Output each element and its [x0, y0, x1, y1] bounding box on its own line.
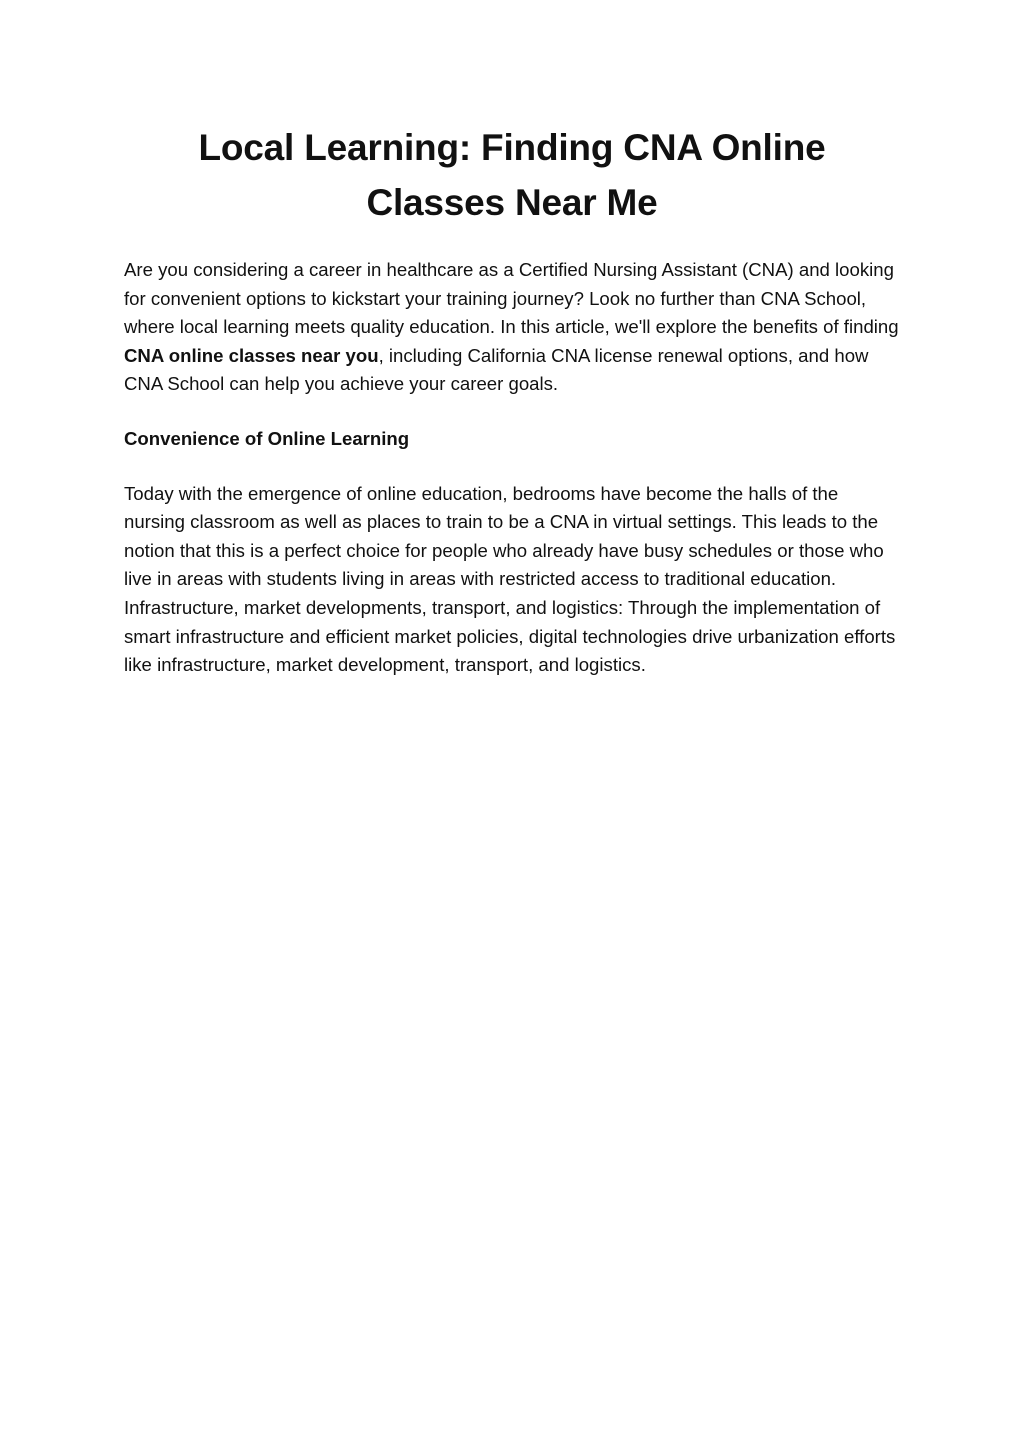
intro-text-start: Are you considering a career in healthcare as a Certified Nursing Assistant (CNA) and looking for convenient options to kickstart your training journey? Look no further than CNA School, where local learning meets quality education. In this article, we'll explore the benefits of finding [124, 259, 899, 338]
intro-keyword-bold: CNA online classes near you [124, 344, 379, 366]
intro-text-end: , including California CNA license renewal options, and how CNA School can help you achieve your career goals. [124, 344, 869, 395]
page-title: Local Learning: Finding CNA Online Classes Near Me [198, 127, 826, 223]
section-heading: Convenience of Online Learning [124, 427, 410, 449]
intro-paragraph [124, 256, 904, 399]
document-body [124, 256, 904, 680]
section-paragraph: Today with the emergence of online education, bedrooms have become the halls of the nursing classroom as well as places to train to be a CNA in virtual settings. This leads to the notion that this is a perfect choice for people who already have busy schedules or those who live in areas with students living in areas with restricted access to traditional education. Infrastructure, market developments, transport, and logistics: Through the implementation of smart infrastructure and efficient market policies, digital technologies drive urbanization efforts like infrastructure, market development, transport, and logistics. [124, 482, 896, 676]
